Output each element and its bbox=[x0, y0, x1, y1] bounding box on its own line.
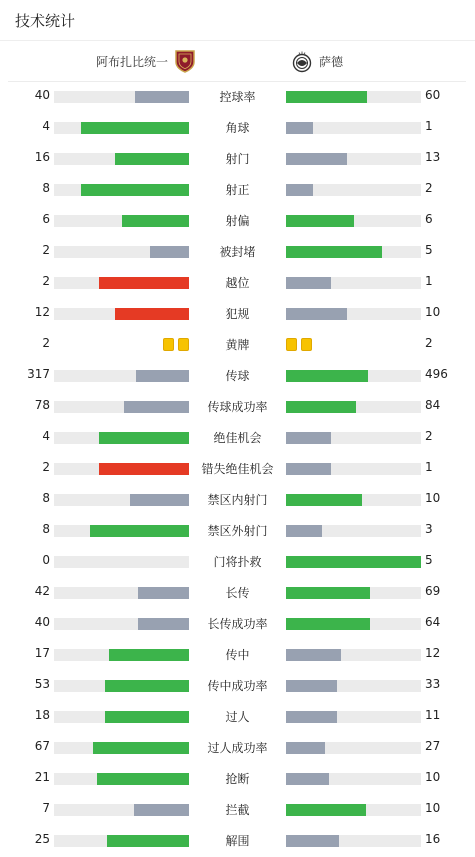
away-stat-bar-fill bbox=[286, 649, 341, 661]
yellow-card-icon bbox=[286, 338, 297, 351]
home-team[interactable] bbox=[96, 49, 196, 73]
stat-label: 传球 bbox=[225, 369, 250, 383]
home-stat-value: 25 bbox=[34, 832, 50, 846]
away-stat-bar-track bbox=[286, 432, 421, 444]
stat-row bbox=[0, 361, 475, 392]
away-stat-value: 2 bbox=[425, 181, 433, 195]
away-stat-value: 10 bbox=[425, 770, 441, 784]
home-stat-value: 53 bbox=[34, 677, 50, 691]
home-stat-value: 2 bbox=[42, 243, 50, 257]
home-stat-bar-fill bbox=[136, 370, 189, 382]
home-stat-value: 8 bbox=[42, 491, 50, 505]
home-stat-bar-track bbox=[54, 277, 189, 289]
stat-row bbox=[0, 764, 475, 795]
away-stat-value: 12 bbox=[425, 646, 441, 660]
home-stat-value: 4 bbox=[42, 429, 50, 443]
stat-row bbox=[0, 671, 475, 702]
home-stat-bar-fill bbox=[105, 680, 189, 692]
away-stat-value: 33 bbox=[425, 677, 441, 691]
stat-row bbox=[0, 454, 475, 485]
away-stat-value: 13 bbox=[425, 150, 441, 164]
away-stat-bar-fill bbox=[286, 91, 367, 103]
home-stat-value: 67 bbox=[34, 739, 50, 753]
away-stat-bar-fill bbox=[286, 432, 331, 444]
stat-row bbox=[0, 485, 475, 516]
home-stat-bar-fill bbox=[138, 618, 189, 630]
page-header bbox=[0, 0, 475, 41]
home-stat-bar-track bbox=[54, 370, 189, 382]
stat-label: 禁区内射门 bbox=[207, 493, 268, 507]
stat-row bbox=[0, 516, 475, 547]
home-stat-value: 2 bbox=[42, 336, 50, 350]
stat-label: 抢断 bbox=[225, 772, 250, 786]
home-stat-bar-fill bbox=[150, 246, 189, 258]
away-stat-bar-track bbox=[286, 525, 421, 537]
away-stat-bar-fill bbox=[286, 556, 421, 568]
stat-label: 射偏 bbox=[225, 214, 250, 228]
away-stat-value: 11 bbox=[425, 708, 441, 722]
yellow-card-icon bbox=[301, 338, 312, 351]
away-stat-bar-track bbox=[286, 153, 421, 165]
away-stat-bar-fill bbox=[286, 277, 331, 289]
stat-row bbox=[0, 82, 475, 113]
home-stat-value: 21 bbox=[34, 770, 50, 784]
stat-row bbox=[0, 423, 475, 454]
home-stat-bar-fill bbox=[122, 215, 190, 227]
away-stat-value: 27 bbox=[425, 739, 441, 753]
away-stat-value: 5 bbox=[425, 553, 433, 567]
home-stat-bar-track bbox=[54, 246, 189, 258]
home-stat-bar-fill bbox=[97, 773, 189, 785]
stat-label: 错失绝佳机会 bbox=[201, 462, 274, 476]
away-team-name: 萨德 bbox=[319, 54, 344, 69]
home-stat-bar-fill bbox=[115, 308, 189, 320]
away-stat-bar-fill bbox=[286, 525, 322, 537]
away-stat-bar-track bbox=[286, 649, 421, 661]
away-stat-bar-fill bbox=[286, 494, 362, 506]
home-stat-bar-track bbox=[54, 91, 189, 103]
away-stat-bar-track bbox=[286, 494, 421, 506]
home-team-crest-icon bbox=[174, 49, 196, 73]
home-stat-bar-track bbox=[54, 463, 189, 475]
stat-label: 绝佳机会 bbox=[213, 431, 262, 445]
away-stat-bar-track bbox=[286, 773, 421, 785]
away-stat-bar-track bbox=[286, 215, 421, 227]
home-stat-bar-fill bbox=[90, 525, 189, 537]
away-stat-bar-fill bbox=[286, 711, 337, 723]
away-stat-bar-track bbox=[286, 401, 421, 413]
home-stat-bar-track bbox=[54, 680, 189, 692]
home-stat-bar-fill bbox=[107, 835, 189, 847]
home-stat-value: 317 bbox=[27, 367, 50, 381]
stat-label: 过人成功率 bbox=[207, 741, 268, 755]
away-stat-bar-track bbox=[286, 587, 421, 599]
home-stat-bar-track bbox=[54, 742, 189, 754]
stat-row bbox=[0, 175, 475, 206]
home-stat-bar-fill bbox=[109, 649, 189, 661]
away-stat-bar-fill bbox=[286, 804, 366, 816]
home-stat-value: 42 bbox=[34, 584, 50, 598]
home-stat-bar-fill bbox=[99, 432, 189, 444]
home-stat-value: 7 bbox=[42, 801, 50, 815]
stat-row bbox=[0, 578, 475, 609]
stat-label: 传中成功率 bbox=[207, 679, 268, 693]
stat-row bbox=[0, 640, 475, 671]
home-stat-bar-track bbox=[54, 835, 189, 847]
home-stat-bar-fill bbox=[81, 122, 189, 134]
home-stat-bar-track bbox=[54, 804, 189, 816]
stat-label: 被封堵 bbox=[219, 245, 256, 259]
stat-label: 黄牌 bbox=[225, 338, 250, 352]
home-stat-value: 16 bbox=[34, 150, 50, 164]
away-stat-value: 16 bbox=[425, 832, 441, 846]
stats-table bbox=[0, 82, 475, 857]
away-stat-value: 64 bbox=[425, 615, 441, 629]
away-stat-bar-track bbox=[286, 680, 421, 692]
stat-label: 长传 bbox=[225, 586, 250, 600]
away-stat-value: 1 bbox=[425, 460, 433, 474]
home-stat-value: 17 bbox=[34, 646, 50, 660]
away-stat-bar-fill bbox=[286, 153, 347, 165]
stat-row bbox=[0, 826, 475, 857]
away-stat-value: 84 bbox=[425, 398, 441, 412]
away-stat-value: 496 bbox=[425, 367, 448, 381]
home-stat-value: 8 bbox=[42, 522, 50, 536]
home-stat-value: 4 bbox=[42, 119, 50, 133]
stat-label: 越位 bbox=[225, 276, 250, 290]
stat-label: 解围 bbox=[225, 834, 250, 848]
home-stat-bar-track bbox=[54, 618, 189, 630]
home-stat-bar-fill bbox=[81, 184, 189, 196]
stat-label: 拦截 bbox=[225, 803, 250, 817]
stat-row bbox=[0, 609, 475, 640]
away-stat-bar-track bbox=[286, 184, 421, 196]
home-stat-bar-track bbox=[54, 556, 189, 568]
yellow-card-icon bbox=[163, 338, 174, 351]
stat-label: 射正 bbox=[225, 183, 250, 197]
stat-row bbox=[0, 299, 475, 330]
home-stat-value: 2 bbox=[42, 274, 50, 288]
stat-label: 传球成功率 bbox=[207, 400, 268, 414]
stat-row bbox=[0, 237, 475, 268]
away-team-crest-icon bbox=[291, 49, 313, 73]
stat-label: 传中 bbox=[225, 648, 250, 662]
away-stat-value: 10 bbox=[425, 305, 441, 319]
home-stat-bar-fill bbox=[135, 91, 189, 103]
home-stat-bar-fill bbox=[99, 277, 189, 289]
home-stat-bar-track bbox=[54, 308, 189, 320]
stat-row bbox=[0, 330, 475, 361]
away-stat-bar-track bbox=[286, 308, 421, 320]
stat-label: 过人 bbox=[225, 710, 250, 724]
away-stat-bar-fill bbox=[286, 401, 356, 413]
yellow-card-icon bbox=[178, 338, 189, 351]
home-yellow-cards bbox=[163, 338, 189, 351]
away-stat-value: 5 bbox=[425, 243, 433, 257]
home-stat-value: 18 bbox=[34, 708, 50, 722]
home-stat-bar-track bbox=[54, 215, 189, 227]
home-stat-value: 6 bbox=[42, 212, 50, 226]
away-stat-bar-track bbox=[286, 246, 421, 258]
stat-row bbox=[0, 795, 475, 826]
stat-label: 控球率 bbox=[219, 90, 256, 104]
stat-row bbox=[0, 547, 475, 578]
teams-row bbox=[8, 41, 466, 82]
away-stat-bar-track bbox=[286, 122, 421, 134]
away-stat-value: 10 bbox=[425, 801, 441, 815]
away-stat-bar-track bbox=[286, 463, 421, 475]
away-stat-bar-fill bbox=[286, 215, 354, 227]
away-stat-bar-track bbox=[286, 711, 421, 723]
home-stat-bar-track bbox=[54, 432, 189, 444]
home-stat-bar-track bbox=[54, 649, 189, 661]
home-stat-bar-track bbox=[54, 153, 189, 165]
home-stat-bar-fill bbox=[138, 587, 189, 599]
away-stat-bar-fill bbox=[286, 370, 368, 382]
away-stat-bar-fill bbox=[286, 122, 313, 134]
away-stat-bar-track bbox=[286, 804, 421, 816]
home-stat-value: 78 bbox=[34, 398, 50, 412]
away-stat-value: 1 bbox=[425, 274, 433, 288]
stat-label: 长传成功率 bbox=[207, 617, 268, 631]
stat-row bbox=[0, 392, 475, 423]
away-stat-bar-fill bbox=[286, 308, 347, 320]
home-stat-bar-fill bbox=[130, 494, 189, 506]
away-stat-value: 6 bbox=[425, 212, 433, 226]
home-stat-bar-fill bbox=[93, 742, 189, 754]
home-stat-bar-track bbox=[54, 122, 189, 134]
away-stat-bar-fill bbox=[286, 463, 331, 475]
away-stat-bar-fill bbox=[286, 246, 382, 258]
stat-row bbox=[0, 733, 475, 764]
page-title: 技术统计 bbox=[15, 12, 76, 30]
away-stat-bar-fill bbox=[286, 184, 313, 196]
home-stat-bar-fill bbox=[99, 463, 189, 475]
stat-row bbox=[0, 268, 475, 299]
stat-label: 射门 bbox=[225, 152, 250, 166]
away-stat-value: 69 bbox=[425, 584, 441, 598]
stat-row bbox=[0, 702, 475, 733]
away-yellow-cards bbox=[286, 338, 312, 351]
home-stat-bar-fill bbox=[134, 804, 189, 816]
away-stat-bar-fill bbox=[286, 835, 339, 847]
stat-label: 角球 bbox=[225, 121, 250, 135]
away-stat-value: 3 bbox=[425, 522, 433, 536]
away-stat-bar-fill bbox=[286, 773, 329, 785]
away-stat-bar-track bbox=[286, 835, 421, 847]
away-stat-bar-fill bbox=[286, 618, 370, 630]
stat-row bbox=[0, 144, 475, 175]
home-stat-bar-fill bbox=[124, 401, 189, 413]
away-stat-bar-track bbox=[286, 91, 421, 103]
away-stat-value: 10 bbox=[425, 491, 441, 505]
home-stat-bar-track bbox=[54, 711, 189, 723]
away-stat-value: 1 bbox=[425, 119, 433, 133]
home-stat-value: 8 bbox=[42, 181, 50, 195]
stat-row bbox=[0, 113, 475, 144]
stat-row bbox=[0, 206, 475, 237]
home-stat-value: 12 bbox=[34, 305, 50, 319]
home-stat-value: 40 bbox=[34, 615, 50, 629]
home-stat-bar-fill bbox=[115, 153, 189, 165]
away-stat-bar-track bbox=[286, 277, 421, 289]
home-stat-value: 40 bbox=[34, 88, 50, 102]
away-stat-bar-fill bbox=[286, 587, 370, 599]
home-team-name: 阿布扎比统一 bbox=[95, 54, 168, 69]
away-stat-bar-track bbox=[286, 556, 421, 568]
away-stat-bar-track bbox=[286, 618, 421, 630]
home-stat-bar-fill bbox=[105, 711, 189, 723]
home-stat-bar-track bbox=[54, 494, 189, 506]
home-stat-bar-track bbox=[54, 401, 189, 413]
stat-label: 门将扑救 bbox=[213, 555, 262, 569]
away-team[interactable] bbox=[291, 49, 343, 73]
home-stat-bar-track bbox=[54, 773, 189, 785]
away-stat-value: 2 bbox=[425, 429, 433, 443]
away-stat-value: 60 bbox=[425, 88, 441, 102]
home-stat-bar-track bbox=[54, 587, 189, 599]
away-stat-bar-track bbox=[286, 370, 421, 382]
away-stat-bar-fill bbox=[286, 742, 325, 754]
home-stat-value: 2 bbox=[42, 460, 50, 474]
home-stat-bar-track bbox=[54, 184, 189, 196]
home-stat-bar-track bbox=[54, 525, 189, 537]
away-stat-value: 2 bbox=[425, 336, 433, 350]
away-stat-bar-track bbox=[286, 742, 421, 754]
stat-label: 犯规 bbox=[225, 307, 250, 321]
stat-label: 禁区外射门 bbox=[207, 524, 268, 538]
home-stat-value: 0 bbox=[42, 553, 50, 567]
away-stat-bar-fill bbox=[286, 680, 337, 692]
